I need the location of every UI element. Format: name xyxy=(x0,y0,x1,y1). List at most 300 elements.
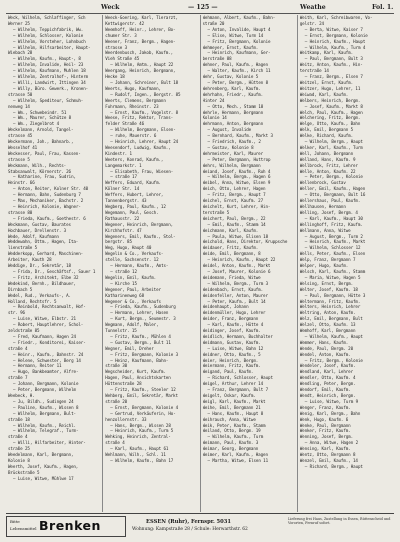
directory-entry-line: Kolonie 8 xyxy=(8,457,30,463)
directory-entry-line: – Peter, Bergmann, Huttrop xyxy=(207,156,271,162)
directory-entry-line: Weemhoff, Heinr., Lehrer, Bo- xyxy=(105,26,176,32)
directory-column-1 xyxy=(6,15,103,512)
ad-delivery-note: Lieferung frei Haus, Zustellung in Essen, Rüttenscheid und Vororten, Fernruf sofort. xyxy=(288,517,391,526)
directory-entry-line: – Gustav, Bergm., Bult 11 xyxy=(110,339,171,345)
directory-entry-line: Wede, Adolf, Kaufmann xyxy=(8,233,59,239)
directory-entry-line: straße 7 xyxy=(8,375,28,381)
directory-entry-line: – Hermann, Lehrer, Hasen xyxy=(110,310,169,316)
directory-entry-line: Wende, Paul, Bergm. 20 xyxy=(299,345,354,351)
directory-entry-line: – Max, Mechaniker, Bachstr. 2 xyxy=(13,198,84,204)
directory-entry-line: lienstraße 5 xyxy=(8,245,38,251)
directory-entry-line: straße 30 xyxy=(105,363,128,369)
directory-entry-line: Weichelt, Kurt, Lehrer, Hin- xyxy=(202,204,271,209)
directory-entry-line: – Franz, Bergmann, Bult 7 xyxy=(207,387,269,393)
directory-entry-line: – Wilhelm, Kaufm., Turm xyxy=(207,434,264,440)
directory-entry-line: Weier, Heinrich, Bergm. xyxy=(202,357,259,363)
directory-entry-line: Weckmann, Wilh., Rechts- xyxy=(8,162,67,168)
directory-entry-line: – Wilhelm, Teppichfabrik, Ww. xyxy=(13,26,84,32)
directory-entry-line: Weidner, Otto, Kaufm., 5 xyxy=(202,351,261,357)
directory-entry-line: – Hans, Kaufm., Haupt 8 xyxy=(207,410,264,416)
directory-entry-line: Wedderkopp, Gerhard, Maschinen- xyxy=(8,251,84,257)
directory-entry-line: – Emil, Kaufm., Stamm 14 xyxy=(207,221,266,227)
directory-entry-line: – Elisabeth, Frau, Wiesen- xyxy=(110,168,174,174)
directory-entry-line: Weeters, Konrad, Kaufm., xyxy=(105,156,164,162)
directory-entry-line: strasse 50 xyxy=(8,91,33,97)
directory-entry-line: Wehrmeister, Karl, Maurer xyxy=(202,150,264,156)
directory-entry-line: Kindestr. 1 xyxy=(105,150,132,156)
header-folio: Fol. 1. xyxy=(372,4,394,11)
directory-entry-line: Weide, Emil, Bergmann, 8 xyxy=(202,251,261,257)
directory-entry-line: – Wm., Schwebeindr. 51 xyxy=(13,109,67,115)
directory-entry-line: Heinstr. 66 xyxy=(8,180,35,186)
advertisement-box xyxy=(6,516,126,537)
directory-entry-line: Weichel, Ernst, Kaufm. 27 xyxy=(202,198,264,204)
directory-entry-line: – Wilhelm, Bergm., Hagen 6 xyxy=(207,174,271,180)
directory-entry-line: – Karl, Kaufm., Hütte 4 xyxy=(207,322,264,328)
directory-entry-line: Weidenmüller, Hugo, Lehrer xyxy=(202,310,266,316)
directory-entry-line: – Luise, Witwe, Bahn 12 xyxy=(207,345,264,351)
directory-entry-line: – Wilhelm, Telegraf., Turm- xyxy=(13,428,79,434)
footer-rule xyxy=(6,513,394,514)
directory-entry-line: Fuhrmann, Rheinstr. 23 xyxy=(105,103,159,109)
directory-entry-line: – August, Bergm., Turm 2 xyxy=(304,233,363,239)
directory-entry-line: Welzel, Otto, Kaufm. 13 xyxy=(299,322,356,328)
directory-column-2 xyxy=(103,15,200,512)
directory-entry-line: Hüttenstraße 28 xyxy=(105,381,142,387)
directory-entry-line: Wegener, Paul, Arbeiter xyxy=(105,286,161,292)
directory-entry-line: Tannenbergstr. 43 xyxy=(105,198,147,204)
directory-entry-line: – Fritz, Architekt, Elbe 32 xyxy=(13,274,79,280)
directory-entry-line: Weidenhaupt, Johann xyxy=(202,304,249,310)
directory-entry-line: – Wilhelm, Kaufm., Turm 4 xyxy=(304,44,366,50)
directory-entry-line: – Hans, Bergm., Wissen 28 xyxy=(110,422,171,428)
directory-entry-line: Weiand, Josef, Kaufm., Ruh 4 xyxy=(202,168,271,174)
directory-entry-line: – Heinrich, Kaufm., Haupt xyxy=(304,38,366,44)
directory-entry-line: Weigl, Karl, Kaufm., Markt xyxy=(202,398,266,404)
directory-entry-line: Wenger, Franz, Kaufm. xyxy=(299,404,351,410)
directory-entry-line: – August, Invalide xyxy=(207,127,252,133)
directory-entry-line: strasse 45 xyxy=(8,133,33,139)
directory-entry-line: straße 20 xyxy=(202,20,225,26)
directory-entry-line: Weddige, Dr., Sekretär, 18 xyxy=(8,263,71,269)
directory-entry-line: chumer Str. 3 xyxy=(105,32,137,38)
directory-entry-line: Weerts, Clemens, Bergmann xyxy=(105,97,166,103)
directory-entry-line: – Karl, Kaufm., Haupt 30 xyxy=(304,215,363,221)
directory-entry-line: Weimann, Paul, Kaufm. 3 xyxy=(202,440,259,446)
directory-entry-line: Weener, Franz, Bergm., Hagen- xyxy=(105,38,176,44)
directory-entry-line: – Karl, Kaufm., Haupt 61 xyxy=(110,446,169,452)
directory-entry-line: straße 20 xyxy=(105,398,128,404)
directory-entry-line: Weeck-Goering, Karl, Tierarzt, xyxy=(105,15,178,20)
directory-entry-line: Welle, Anton, Kaufm. 22 xyxy=(299,168,356,174)
directory-entry-line: – Kurt, Bergm., Seumestr. 3 xyxy=(110,316,176,322)
directory-entry-line: – Ernst, Bergmann, Kolonie 4 xyxy=(110,404,179,410)
directory-entry-line: – Hermann, Bahn, Sudenburg 7 xyxy=(13,192,81,198)
directory-entry-line: Wellbrock, Fritz, Lehrer xyxy=(299,162,358,168)
directory-entry-line: Wegelin & Co., Verkaufs- xyxy=(105,251,164,257)
directory-entry-line: Welp, Franz, Bergmann 7 xyxy=(299,257,356,263)
directory-entry-line: – Pauline, Kaufm., Wissen 8 xyxy=(13,404,79,410)
directory-entry-line: – Otto, Bergmann, Bult 16 xyxy=(304,192,366,198)
directory-entry-line: – Helene, Schwester, Berg 14 xyxy=(13,357,81,363)
directory-entry-line: – Richard, Schlosser, Haupt xyxy=(207,375,273,381)
directory-entry-line: berstraße 88 xyxy=(202,56,232,62)
directory-entry-line: Kirchhofstr. 47 xyxy=(105,227,142,233)
directory-entry-line: Weidemann, Frieda, Witwe xyxy=(202,274,261,280)
directory-entry-line: – Wilhelm, Invalide, Heil- 23 xyxy=(13,62,84,68)
directory-entry-line: Weith, Karl, Schreibwaren, Vo- xyxy=(299,15,373,20)
directory-entry-line: Wemhoff, Karl, Bergmann xyxy=(299,328,356,334)
directory-entry-line: Wesselhof 41 xyxy=(8,144,38,150)
directory-entry-line: Weichmann, Karl, Kaufm. xyxy=(202,227,259,233)
directory-entry-line: – Wilhelm, Kaufm., Haupt xyxy=(304,333,363,339)
directory-entry-line: – Johann, Schreiner, Bult 18 xyxy=(110,79,179,85)
directory-entry-line: Langemarkstr. 1 xyxy=(105,162,142,168)
directory-entry-line: – Elise, Witwe, Turm 14 xyxy=(207,32,264,38)
directory-entry-line: Wedekind, Bernh., Bildhauer, xyxy=(8,280,76,286)
directory-entry-line: felder Straße 46 xyxy=(105,121,144,127)
directory-entry-line: Weffers, Eduard, Kaufm. xyxy=(105,180,161,186)
directory-entry-line: Wegmann, Adolf, Maler, xyxy=(105,322,159,328)
directory-entry-line: Weller, Emil, Kaufm., Hagen xyxy=(299,186,366,192)
directory-entry-line: Weesendorf, Ludwig, Kaufm., xyxy=(105,144,171,150)
directory-entry-line: Wehrhahn, Friedr., Kaufm. xyxy=(202,91,264,97)
directory-entry-line: – Luise, Witwe, Turm 9 xyxy=(304,398,359,404)
directory-entry-line: – Ernst, Bergmann, Kolonie xyxy=(304,32,368,38)
directory-entry-line: Rathausstr. 22 xyxy=(105,215,140,221)
directory-entry-line: – Paul, Bergmann, Bult 3 xyxy=(304,56,363,62)
directory-entry-line: – Fritz, Bergmann, Kolonie xyxy=(207,38,271,44)
directory-entry-line: Weiermann, Fritz, Kaufm. xyxy=(202,363,261,369)
directory-entry-line: Welbers, Heinrich, Bergm. xyxy=(299,97,361,103)
directory-entry-line: – Peter, Bergmann, Wilhelm xyxy=(13,387,76,393)
directory-entry-line: – Bernhard, Kaufm., Markt 3 xyxy=(207,133,273,139)
directory-entry-line: Weck, Wilhelm, Schlaffinger, Sch xyxy=(8,15,86,20)
directory-entry-line: strasse 5 xyxy=(8,156,30,162)
directory-entry-line: – Heinrich, Kaufm., Markt xyxy=(304,239,366,245)
directory-entry-line: Wentz, Otto, Bergmann 8 xyxy=(299,452,356,458)
directory-entry-line: Wehrle, Hermann, Bergmann xyxy=(202,109,264,115)
directory-entry-line: Weigand, Paul, Kaufm. xyxy=(202,369,254,375)
directory-entry-line: Weltermann, Fritz, Kaufm. xyxy=(299,298,361,304)
directory-entry-line: – Frida, Dr., Geschäftsf., Sauer 1 xyxy=(13,268,96,274)
directory-entry-line: Weedelmann, Karl, Bergmann, xyxy=(8,452,74,458)
directory-entry-line: Weichold, Hans, Direktor, Kruppsche xyxy=(202,239,288,245)
directory-entry-line: zeldstraße 85 xyxy=(8,328,40,334)
directory-entry-line: – Hermann, Kaufm., Amts- xyxy=(110,263,169,269)
directory-entry-line: Kettwigerstr. 42 xyxy=(105,20,144,26)
directory-entry-line: – Willy, Büro. Gewerk., Kronen- xyxy=(13,85,89,91)
directory-entry-line: Weerts, Hugo, Kaufmann, xyxy=(105,85,161,91)
header-page-number: — 125 — xyxy=(188,4,218,11)
directory-entry-line: stelle, Sachsenstr. 12 xyxy=(105,257,159,263)
ad-small-top: Bitte xyxy=(10,519,20,524)
directory-entry-line: Weese, Fritz, Rektor, Trans- xyxy=(105,115,174,121)
directory-entry-line: Wehrs, Wilhelm, Bergmann xyxy=(202,162,261,168)
directory-entry-line: Wehrmann, Anton, Bergmann xyxy=(202,121,264,127)
directory-entry-line: Well, Johann, Bergmann xyxy=(299,150,354,156)
directory-entry-line: Wendling, Peter, Bergm. xyxy=(299,381,356,387)
directory-entry-line: – Peter, Bergm., Hütten 8 xyxy=(207,79,269,85)
directory-entry-line: Dirnbach 5 xyxy=(8,286,33,292)
directory-entry-line: – Gertrud, Verkäuferin, Ho- xyxy=(110,410,176,416)
directory-entry-line: – Anton, Reiter, Kolner Str. 40 xyxy=(13,186,89,192)
directory-entry-line: Wegscheider, Kurt, Kaufm. xyxy=(105,369,166,375)
directory-entry-line: – Willi, Hilfarbeiter, Hinter- xyxy=(13,440,86,446)
directory-entry-line: Wenning, Josef, Bergm. xyxy=(299,434,354,440)
directory-entry-line: Werner 25 xyxy=(8,20,30,26)
directory-entry-line: Weitkamp, Karl, Kaufm. xyxy=(299,50,354,56)
directory-entry-line: – Maria, Witwe, Hagen 5 xyxy=(304,274,361,280)
directory-entry-line: Weidenbach, Ernst, Kaufm. xyxy=(202,286,264,292)
directory-entry-line: Weigelt, Oskar, Kaufm. xyxy=(202,393,256,398)
directory-entry-line: – Kirche 15 xyxy=(110,280,137,286)
directory-entry-line: – Wilhelm, Kaufmann, Muhlen 18 xyxy=(13,68,86,74)
directory-entry-line: Welling, Josef, Bergm. 4 xyxy=(299,209,358,215)
directory-entry-line: Weerth, Josef, Kaufm., Hagen, xyxy=(8,463,79,469)
directory-entry-line: Wenzel, Emil, Kaufm., 14 xyxy=(299,457,358,463)
directory-entry-line: Weffers, Hubert, Lehrer, xyxy=(105,192,164,198)
directory-entry-line: – Wilhelm, Schlosser, Kolonie xyxy=(13,32,84,38)
directory-entry-line: – Ju, Bildh., Sudingen 24 xyxy=(13,398,74,404)
directory-entry-line: Weimer, Karl, Kaufm., Hagen xyxy=(202,452,268,458)
directory-entry-line: Welland, Hans, Kaufm. 9 xyxy=(299,156,356,162)
directory-entry-line: Hecke 18 xyxy=(105,74,125,80)
directory-entry-line: Weitzer, Hugo, Lehrer, 11 xyxy=(299,85,361,91)
directory-entry-line: Wellinghoff, Fritz, Kaufm. xyxy=(299,221,363,227)
directory-entry-line: Welge, Otto, Kaufm., Bahn xyxy=(299,121,361,127)
directory-entry-line: Wegeners, Emil, Kaufm., Stol- xyxy=(105,233,176,239)
directory-entry-line: Vieh Straße 45 xyxy=(105,56,140,62)
directory-entry-line: Wendland, Karl, Lehrer xyxy=(299,369,354,375)
directory-entry-line: Weidel, Anton, Kaufm., Markt xyxy=(202,263,271,269)
directory-entry-line: Wedel, Rud., Verkaufs-, A. xyxy=(8,292,71,298)
directory-entry-line: – Wilhelm, Vorsteher, Lohnbuch xyxy=(13,38,86,44)
directory-entry-line: Welch, Paul, Kaufm., Hagen xyxy=(299,109,363,115)
directory-entry-line: Weich, Otto, Lehrer, Hagen xyxy=(202,186,266,192)
directory-entry-line: – Wilhelm, Amtm., Haupt 22 xyxy=(110,62,174,68)
directory-entry-line: straße 25 xyxy=(8,446,30,452)
directory-entry-line: Wendorf, Emil, Kaufm. xyxy=(299,387,351,393)
directory-entry-line: Weckermann, Joh., Bahnarb., xyxy=(8,139,74,145)
directory-entry-line: – Heinrich, Kaufm., Turm 5 xyxy=(110,428,174,434)
directory-entry-line: – Paul, Bergmann, Hütte 3 xyxy=(304,292,366,298)
directory-entry-line: – Berta, Witwe, Kaiser 7 xyxy=(304,26,363,32)
directory-entry-line: – Wm., Maurer, Schütze 8 xyxy=(13,115,72,121)
directory-entry-line: – Wilhelm, Spediteur, Schmuh- xyxy=(13,97,84,103)
directory-entry-line: Weidlich, Hermann, Buchhalter xyxy=(202,333,273,339)
directory-entry-line: Holland, Rechtsfr. 5 xyxy=(8,298,57,304)
directory-entry-line: Welk, Emil, Bergmann 5 xyxy=(299,127,354,133)
directory-column-3 xyxy=(201,15,298,512)
directory-entry-line: – Wilhelm, Bergm., Haupt xyxy=(304,139,363,145)
directory-entry-line: Weidinger, Josef, Kaufm. xyxy=(202,328,261,334)
directory-entry-line: – Wilhelm, Kaufm., Bahn 17 xyxy=(110,457,174,463)
directory-entry-line: Wehr, Gustav, Kolonie 5 xyxy=(202,74,259,80)
page-header xyxy=(0,0,400,14)
directory-entry-line: Katharinenweg 68 xyxy=(105,292,144,298)
directory-entry-line: Weerdenbusch, Jakob, Kaufm., xyxy=(105,50,174,56)
directory-entry-line: strasse 3 xyxy=(105,44,128,50)
directory-entry-line: Weltring, Anton, Kaufm. xyxy=(299,310,356,316)
directory-entry-line: Weihe, Emil, Bergmann 21 xyxy=(202,404,261,410)
directory-entry-line: Wemmer, Hans, Kaufm. xyxy=(299,339,349,345)
directory-entry-line: Weik, Peter, Kaufm., Stamm xyxy=(202,422,266,428)
directory-entry-line: – straße 17 xyxy=(110,174,137,180)
directory-entry-line: straße 4 xyxy=(8,434,28,440)
directory-entry-line: – Luise, Witwe, Elbstr. 21 xyxy=(13,316,76,322)
directory-entry-line: Wenig, Karl, Bergm., Bahn xyxy=(299,410,361,416)
directory-entry-line: – Anna, Witwe, Hagen 2 xyxy=(304,440,359,446)
directory-entry-line: Welker, Karl, Kaufm., Turm xyxy=(299,144,363,150)
directory-entry-line: – Fritz, Kaufm., Mühlen 4 xyxy=(110,333,171,339)
directory-entry-line: – Paula, Witwe, Elisen 18 xyxy=(207,233,269,239)
directory-entry-line: Weitzel, Ernst, Kaufm. xyxy=(299,79,354,85)
directory-entry-line: Weckelmann, Arnold, Tangel- xyxy=(8,127,74,133)
directory-entry-line: – Peter, Bergm., Kolonie xyxy=(304,174,363,180)
directory-entry-line: – Rudolf, Ingen., Bergstr. 85 xyxy=(110,91,181,97)
directory-entry-line: Weckmann, Gustav, Baurates xyxy=(8,221,71,227)
directory-entry-line: Weiwad, Karl, Kaufm. xyxy=(299,91,349,97)
directory-entry-line: Kölner Str. 14 xyxy=(105,186,140,192)
directory-entry-line: Wenker, Fritz, Kaufm. xyxy=(299,428,351,434)
directory-entry-line: Wensing, Karl, Kaufm. xyxy=(299,446,351,452)
directory-entry-line: Hochbauer, Drellenstr. 3 xyxy=(8,227,67,233)
directory-entry-line: – Hugo, Bankbeamter, Alfre- xyxy=(13,369,79,375)
directory-entry-line: Welper, Hugo, Kaufm. xyxy=(299,263,349,269)
directory-entry-line: Wells, Peter, Kaufm., Elsen xyxy=(299,251,366,257)
directory-entry-line: gelstr. 24 xyxy=(299,20,324,26)
directory-entry-line: Weider, Franz, Bergmann xyxy=(202,316,259,322)
directory-entry-line: – Frieda, Kaufm., Sudenburg xyxy=(110,304,176,310)
directory-entry-line: Weihrauch, Anna, Witwe xyxy=(202,416,256,422)
directory-entry-line: strasse 80 xyxy=(8,209,33,215)
directory-entry-line: henzollernstr. 33 xyxy=(105,416,147,422)
directory-entry-line: Welsing, Ernst, Bergm. xyxy=(299,280,354,286)
directory-entry-line: nenweg 14 xyxy=(8,103,30,109)
directory-entry-line: Wendeler, Josef, Kaufm. xyxy=(299,363,356,369)
directory-entry-line: Stabsanwalt, Körnerstr. 26 xyxy=(8,168,71,174)
directory-entry-line: – Friedr., Konditorei, Kaiser- xyxy=(13,339,86,345)
directory-entry-line: Welters, Heinrich, Lehrer xyxy=(299,304,361,310)
directory-entry-line: Wehrenberg, Karl, Kaufm. xyxy=(202,85,261,91)
directory-entry-line: – Wm., Ziegelbrot 4 xyxy=(13,121,60,127)
directory-entry-line: – Reinbold, Rechtsanwalt, Hof- xyxy=(13,304,86,310)
directory-entry-line: Wendt, Heinrich, Bergm. xyxy=(299,393,356,398)
directory-entry-line: Weibel, Anna, Witwe, Elsen 9 xyxy=(202,180,271,186)
directory-entry-line: – Wilhelm, Bergmann, Bult- xyxy=(13,410,76,416)
directory-entry-line: – Heinrich, Kaufm., Haupt 22 xyxy=(207,257,276,263)
directory-entry-line: Hagen, Paul, Ansichtskarten xyxy=(105,375,171,381)
directory-entry-line: – Friedrich, Kaufm., 2 xyxy=(207,139,261,145)
directory-entry-line: – Ernst, Kaufm., Vogelstr. 8 xyxy=(110,109,179,115)
directory-entry-line: – Wilhelm, Hilfsarbeiter, Haupt- xyxy=(13,44,91,50)
directory-entry-line: – Josef, Kaufm., Markt 8 xyxy=(304,103,363,109)
directory-column-4 xyxy=(298,15,394,512)
directory-entry-line: Wegner, Emil, Dreher xyxy=(105,345,154,351)
directory-entry-line: – Luise, Witwe, Mühlwe 17 xyxy=(13,475,74,481)
header-left-keyword: Weck xyxy=(101,4,120,11)
directory-entry-line: – Richard, Bergm., Haupt xyxy=(304,463,363,469)
directory-entry-line: – Gustav, Kolonie 8 xyxy=(207,144,254,150)
directory-entry-line: – Peter, Kaufm., Bult 14 xyxy=(207,298,266,304)
directory-entry-line: Welke, Richard, Kaufm. xyxy=(299,133,354,139)
directory-entry-line: – Heinrich, Kolonie, Wagner- xyxy=(13,204,81,209)
directory-entry-line: Welchering, Fritz, Bergm. xyxy=(299,115,361,121)
directory-entry-line: Wegberg, Paul, Kaufm., 12 xyxy=(105,204,166,209)
directory-entry-line: Weebeck, H. xyxy=(8,393,35,398)
ad-brand-name: Brenken xyxy=(39,518,101,533)
directory-entry-line: – straße 12 xyxy=(110,268,137,274)
directory-entry-line: straße 18 xyxy=(8,416,30,422)
directory-entry-line: Weg, Hugo, Haupt 40 xyxy=(105,245,152,251)
directory-entry-line: Welz, Emil, Bergmann, Bult xyxy=(299,316,363,322)
directory-entry-line: Welsch, Karl, Kaufm., Stamm xyxy=(299,268,366,274)
directory-entry-line: str. 96 xyxy=(8,310,25,316)
directory-entry-line: Wellhausen, Hermann xyxy=(299,204,346,209)
directory-entry-line: – Wilhelm, Kaufm., Reichl. xyxy=(13,422,76,428)
directory-entry-line: – Hermann, Reiter 11 xyxy=(13,363,62,369)
directory-entry-line: bergstr. 85 xyxy=(105,239,132,245)
directory-entry-line: – Katharine, Frau, Sudrin, xyxy=(13,174,76,180)
directory-entry-line: – Willi, Landwirt, Ittingen 34 xyxy=(13,79,86,85)
directory-entry-line: Weddewahn, Ottm., Hagen, Ita- xyxy=(8,239,79,245)
directory-entry-line: – Fritz, Bergm., Kolonie xyxy=(304,357,363,363)
directory-entry-line: – Robert, Hauptlehrer, Schol- xyxy=(13,322,84,328)
directory-entry-line: Brückstraße 5 xyxy=(8,469,40,475)
directory-entry-line: Weiland, Otto, Bergm. 19 xyxy=(202,428,261,434)
directory-columns xyxy=(6,15,394,512)
directory-entry-line: – Frieda, Kaufm., Goethestr. 6 xyxy=(13,215,86,221)
directory-entry-line: Weidmann, Gustav, Kaufm. xyxy=(202,339,261,345)
directory-entry-line: Wegener & Co., Verkaufs xyxy=(105,298,161,304)
directory-entry-line: Wendel, Anton, Kaufm. xyxy=(299,351,351,357)
directory-entry-line: Wiebach 28 xyxy=(8,50,33,56)
directory-entry-line: – Martha, Witwe, Elsen 11 xyxy=(207,457,269,463)
directory-entry-line: Weidauer, Fritz, Kaufm. xyxy=(202,245,259,251)
directory-entry-line: – Walter, Kaufm., Kirch 11 xyxy=(207,68,271,74)
directory-entry-line: Weitz, Anton, Kaufm., Hin- xyxy=(299,62,363,68)
directory-entry-line: Wenke, Paul, Bergmann xyxy=(299,422,351,428)
directory-entry-line: Weergang, Heinrich, Bergmann, xyxy=(105,68,176,74)
directory-entry-line: Wellenbrock, Gustav xyxy=(299,180,346,186)
directory-entry-line: – Wilhelm, Bergm., Turm 3 xyxy=(207,280,269,286)
directory-entry-line: Arbeiter, Kauth 28 xyxy=(8,257,52,263)
directory-entry-line: terstraße 5 xyxy=(202,209,230,215)
directory-entry-line: – Heinrich, Lehrer, Haupt 24 xyxy=(110,139,179,145)
directory-entry-line: – Fritz, Bergm., Haupt 7 xyxy=(207,192,266,198)
ad-address-line: ESSEN (Ruhr), Fernspr. 5031 xyxy=(146,519,231,525)
directory-entry-line: terstraße 14 xyxy=(299,68,329,74)
directory-entry-line: – Franz, Bergm., Elsen 7 xyxy=(304,74,363,80)
directory-entry-line: Welter, Josef, Kaufm. 18 xyxy=(299,286,358,292)
header-rule xyxy=(6,13,394,14)
directory-entry-line: – Wilhelm, Bergmann, Elsen- xyxy=(110,127,176,133)
directory-entry-line: – Wilhelm, Zentralhof-, Hinterm xyxy=(13,74,89,80)
directory-entry-line: – Heinrich, Kaufmann, Ger- xyxy=(207,50,271,56)
directory-entry-line: straße 4 xyxy=(105,440,125,446)
directory-entry-line: straße 4 xyxy=(8,345,28,351)
directory-entry-line: Wellershaus, Paul, Kaufm. xyxy=(299,198,361,204)
ad-small-bottom: Lebensmittel xyxy=(10,526,37,531)
directory-entry-line: Wellmann, Anna, Witwe xyxy=(299,227,351,233)
directory-entry-line: Wendler, Otto, Kaufm. 4 xyxy=(299,375,356,381)
directory-entry-line: Wehmeyer, Ernst, Kaufm. xyxy=(202,44,259,50)
directory-entry-line: Hinter 24 xyxy=(202,97,225,103)
directory-entry-line: – Fritz, Kaufm., Steeler 12 xyxy=(110,387,176,393)
directory-entry-line: – Josef, Maurer, Kolonie 6 xyxy=(207,268,271,274)
header-right-keyword: Weathe xyxy=(300,4,326,11)
